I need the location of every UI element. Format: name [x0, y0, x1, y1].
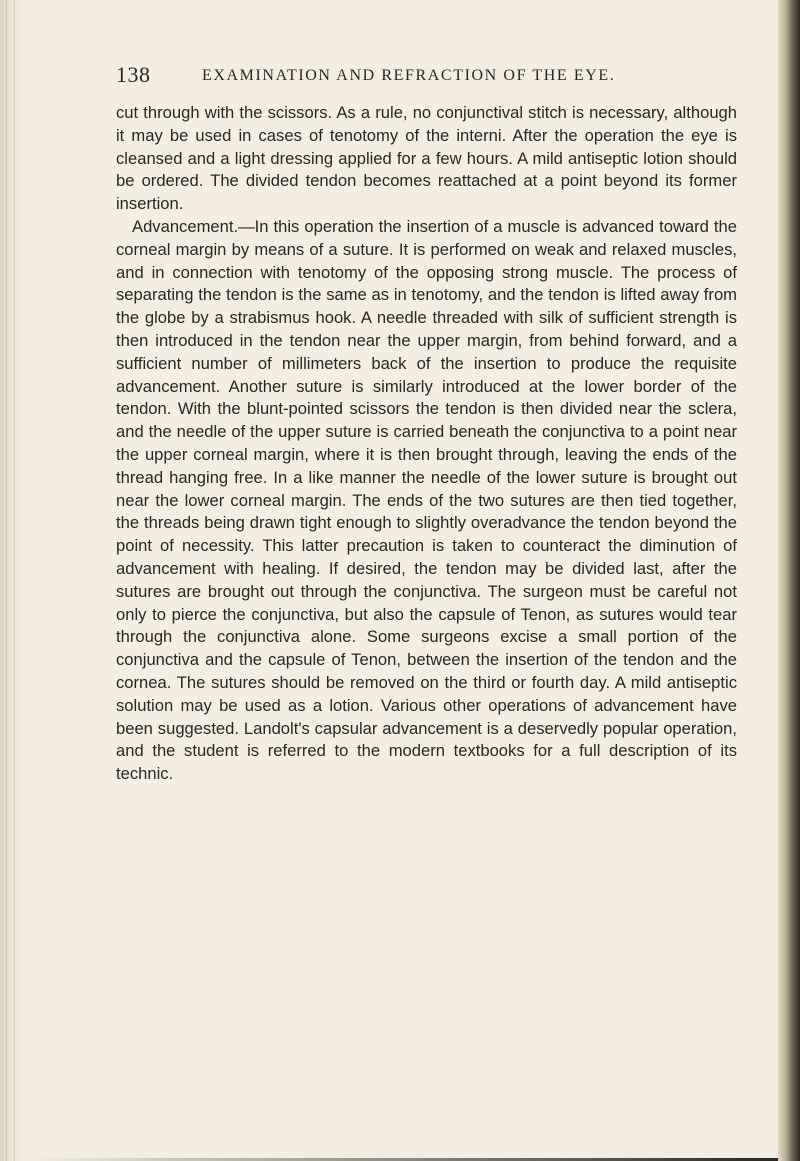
- paragraph-advancement: Advancement.—In this operation the insertion of a muscle is advanced toward the corneal margin by means of a suture. It is performed on weak and relaxed muscles, and in connection with tenotomy of the opposing strong muscle. The process of separating the tendon is the same as in tenotomy, and the tendon is lifted away from the globe by a strabismus hook. A needle threaded with silk of sufficient strength is then introduced in the tendon near the upper margin, from behind forward, and a sufficient number of millimeters back of the insertion to produce the requisite advancement. Another suture is similarly introduced at the lower border of the tendon. With the blunt-pointed scissors the tendon is then divided near the sclera, and the needle of the upper suture is carried beneath the conjunctiva to a point near the upper corneal margin, where it is then brought through, leaving the ends of the thread hanging free. In a like manner the needle of the lower suture is brought out near the lower corneal margin. The ends of the two sutures are then tied together, the threads being drawn tight enough to slightly overadvance the tendon beyond the point of necessity. This latter precaution is taken to counteract the diminution of advancement with healing. If desired, the tendon may be divided last, after the sutures are brought out through the conjunctiva. The surgeon must be careful not only to pierce the conjunctiva, but also the capsule of Tenon, as sutures would tear through the conjunctiva alone. Some surgeons excise a small portion of the conjunctiva and the capsule of Tenon, between the insertion of the tendon and the cornea. The sutures should be removed on the third or fourth day. A mild antiseptic solution may be used as a lotion. Various other operations of advancement have been suggested. Landolt's capsular advancement is a deservedly popular operation, and the student is referred to the modern textbooks for a full description of its technic.: [116, 216, 737, 784]
- paragraph-tenotomy-end: cut through with the scissors. As a rule, no conjunctival stitch is necessary, although it may be used in cases of tenotomy of the interni. After the operation the eye is cleansed and a light dressing applied for a few hours. A mild antiseptic lotion should be ordered. The divided tendon becomes reattached at a point beyond its former insertion.: [116, 103, 737, 214]
- running-head: EXAMINATION AND REFRACTION OF THE EYE.: [202, 67, 616, 84]
- page-number: 138: [116, 62, 151, 87]
- book-spine-edge: [778, 0, 800, 1161]
- page-header: [116, 60, 676, 94]
- page-body: [116, 102, 737, 786]
- page-gutter-left: [0, 0, 26, 1161]
